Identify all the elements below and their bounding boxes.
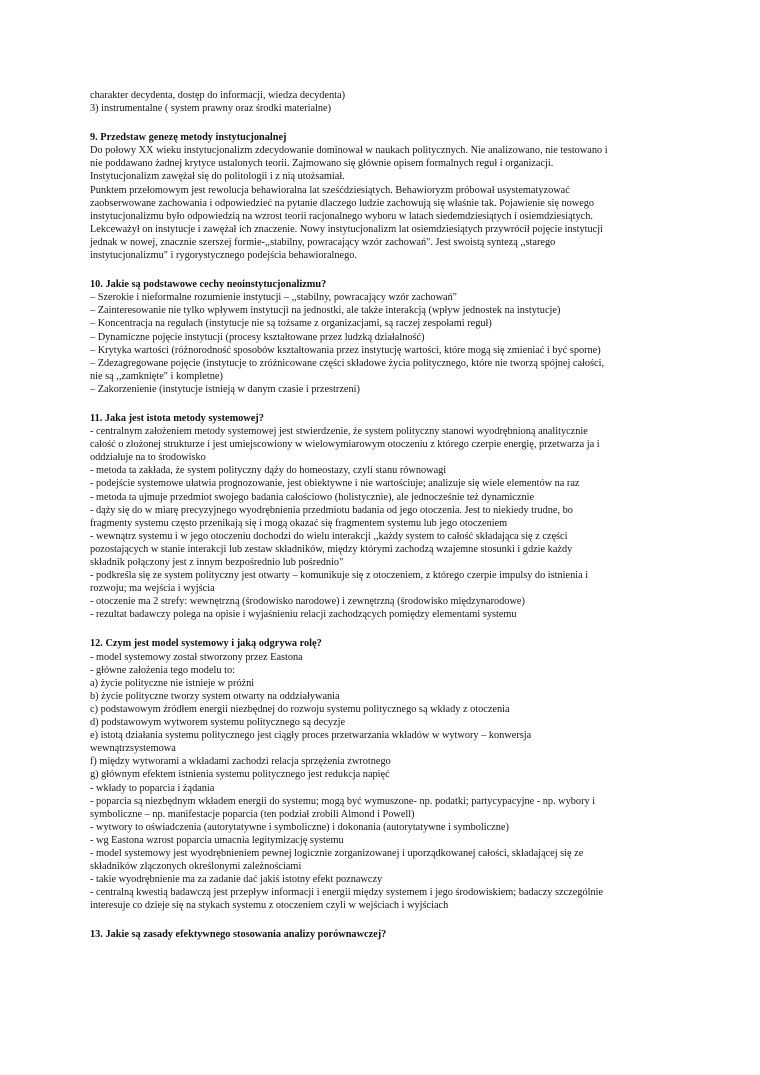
answer-line: - model systemowy został stworzony przez Eastona bbox=[90, 651, 303, 663]
question-heading: 11. Jaka jest istota metody systemowej? bbox=[90, 412, 264, 424]
answer-line: c) podstawowym źródłem energii niezbędnej do rozwoju systemu politycznego są wkłady z otoczenia bbox=[90, 703, 510, 715]
question-section bbox=[90, 412, 672, 622]
answer-line: oddziałuje na to środowisko bbox=[90, 452, 206, 464]
answer-line: interesuje co dzieje się na stykach systemu z otoczeniem czyli w wejściach i wyjściach bbox=[90, 900, 449, 912]
question-section bbox=[90, 131, 672, 262]
answer-line: rozwoju; ma wejścia i wyjścia bbox=[90, 583, 215, 595]
answer-line: e) istotą działania systemu politycznego jest ciągły proces przetwarzania wkładów w wytwory – konwersja bbox=[90, 730, 532, 742]
question-section bbox=[90, 278, 672, 396]
answer-line: - wg Eastona wzrost poparcia umacnia legitymizację systemu bbox=[90, 834, 344, 846]
answer-line: składników złączonych określonymi zależnościami bbox=[90, 861, 302, 873]
answer-line: nie poddawano żadnej krytyce ustalonych teorii. Zajmowano się głównie opisem formalnych reguł i organizacji. bbox=[90, 158, 554, 170]
question-heading: 10. Jakie są podstawowe cechy neoinstytucjonalizmu? bbox=[90, 279, 327, 291]
text-line: charakter decydenta, dostęp do informacji, wiedza decydenta) bbox=[90, 90, 346, 101]
answer-line: - wewnątrz systemu i w jego otoczeniu dochodzi do wielu interakcji ,,każdy system to całość składająca się z części bbox=[90, 530, 568, 542]
answer-line: fragmenty systemu często przenikają się i mogą okazać się fragmentem systemu lub jego otoczeniem bbox=[90, 517, 508, 529]
section-spacer bbox=[90, 262, 672, 278]
answer-line: jednak w nowej, znacznie szerszej formie-,,stabilny, powracający wzór zachowań". Jest swoistą syntezą ,,starego bbox=[90, 236, 556, 248]
answer-line: b) życie polityczne tworzy system otwarty na oddziaływania bbox=[90, 690, 340, 702]
answer-line: - centralnym założeniem metody systemowej jest stwierdzenie, że system polityczny stanowi wyodrębnioną analitycznie bbox=[90, 426, 588, 438]
answer-line: – Dynamiczne pojęcie instytucji (procesy kształtowane przez ludzką działalność) bbox=[90, 331, 425, 343]
answer-line: – Zainteresowanie nie tylko wpływem instytucji na jednostki, ale także interakcją (wpływ jednostek na instytucje) bbox=[90, 305, 561, 317]
answer-line: całość o złożonej strukturze i jest umiejscowiony w wielowymiarowym otoczeniu z którego czerpie energię, przetwarza ja i bbox=[90, 439, 600, 451]
answer-line: - podejście systemowe ułatwia prognozowanie, jest obiektywne i nie wartościuje; analizuje się wiele elementów na raz bbox=[90, 478, 580, 490]
answer-line: zaobserwowane zachowania i odpowiedzieć na pytanie dlaczego ludzie zachowują się właśnie tak. Pojawienie się nowego bbox=[90, 197, 595, 209]
answer-line: - centralną kwestią badawczą jest przepływ informacji i energii między systemem i jego środowiskiem; badaczy szczególnie bbox=[90, 887, 604, 899]
section-spacer bbox=[90, 115, 672, 131]
question-section bbox=[90, 928, 672, 941]
question-heading: 9. Przedstaw genezę metody instytucjonalnej bbox=[90, 132, 287, 144]
answer-line: instytucjonalizmu" i rygorystycznego podejścia behawioralnego. bbox=[90, 250, 357, 262]
text-line: 3) instrumentalne ( system prawny oraz środki materialne) bbox=[90, 103, 332, 115]
answer-line: - wytwory to oświadczenia (autorytatywne i symboliczne) i dokonania (autorytatywne i symboliczne) bbox=[90, 821, 509, 833]
answer-line: Lekceważył on instytucje i zawężał ich znaczenie. Nowy instytucjonalizm lat osiemdziesiątych przywrócił pojęcie instytucji bbox=[90, 223, 603, 235]
answer-line: – Koncentracja na regułach (instytucje nie są tożsame z organizacjami, są raczej zespołami reguł) bbox=[90, 318, 492, 330]
question-section bbox=[90, 637, 672, 912]
answer-line: symboliczne – np. manifestacje poparcia (ten podział zrobili Almond i Powell) bbox=[90, 808, 415, 820]
question-heading: 13. Jakie są zasady efektywnego stosowania analizy porównawczej? bbox=[90, 929, 387, 941]
answer-line: nie są ,,zamknięte" i kompletne) bbox=[90, 370, 223, 382]
answer-line: - metoda ta zakłada, że system polityczny dąży do homeostazy, czyli stanu równowagi bbox=[90, 465, 447, 477]
answer-line: Instytucjonalizm zawężał się do politologii i z nią utożsamiał. bbox=[90, 171, 345, 183]
section-spacer bbox=[90, 912, 672, 928]
answer-line: instytucjonalizmu było odpowiedzią na wzrost teorii racjonalnego wyboru w latach siedemdziesiątych i osiemdziesiątych. bbox=[90, 210, 593, 222]
answer-line: – Szerokie i nieformalne rozumienie instytucji – ,,stabilny, powracający wzór zachowań" bbox=[90, 292, 457, 304]
intro-block bbox=[90, 89, 672, 115]
answer-line: - model systemowy jest wyodrębnieniem pewnej logicznie zorganizowanej i uporządkowanej całości, składającej się ze bbox=[90, 847, 584, 859]
question-heading: 12. Czym jest model systemowy i jaką odgrywa rolę? bbox=[90, 638, 322, 650]
answer-line: d) podstawowym wytworem systemu politycznego są decyzje bbox=[90, 717, 346, 729]
answer-line: – Zdezagregowane pojęcie (instytucje to zróżnicowane części składowe życia politycznego, które nie tworzą spójnej całości, bbox=[90, 357, 605, 369]
answer-line: wewnątrzsystemowa bbox=[90, 743, 176, 755]
answer-line: pozostających w stanie interakcji lub zestaw składników, między którymi zachodzą wzajemne stosunki i gdzie każdy bbox=[90, 543, 573, 555]
answer-line: f) między wytworami a wkładami zachodzi relacja sprzężenia zwrotnego bbox=[90, 756, 391, 768]
document-body bbox=[90, 89, 672, 942]
answer-line: - otoczenie ma 2 strefy: wewnętrzną (środowisko narodowe) i zewnętrzną (środowisko międzynarodowe) bbox=[90, 596, 525, 608]
answer-line: - metoda ta ujmuje przedmiot swojego badania całościowo (holistycznie), ale jednocześnie też dynamicznie bbox=[90, 491, 535, 503]
answer-line: – Krytyka wartości (różnorodność sposobów kształtowania przez instytucję wartości, które mogą się zmieniać i być sporne) bbox=[90, 344, 601, 356]
answer-line: - podkreśla się ze system polityczny jest otwarty – komunikuje się z otoczeniem, z którego czerpie impulsy do istnienia i bbox=[90, 570, 589, 582]
answer-line: - poparcia są niezbędnym wkładem energii do systemu; mogą być wymuszone- np. podatki; partycypacyjne - np. wybory i bbox=[90, 795, 596, 807]
answer-line: – Zakorzenienie (instytucje istnieją w danym czasie i przestrzeni) bbox=[90, 383, 360, 395]
section-spacer bbox=[90, 621, 672, 637]
answer-line: - takie wyodrębnienie ma za zadanie dać jakiś istotny efekt poznawczy bbox=[90, 874, 383, 886]
answer-line: g) głównym efektem istnienia systemu politycznego jest redukcja napięć bbox=[90, 769, 390, 781]
answer-line: Punktem przełomowym jest rewolucja behawioralna lat sześćdziesiątych. Behawioryzm próbował usystematyzować bbox=[90, 184, 570, 196]
answer-line: - rezultat badawczy polega na opisie i wyjaśnieniu relacji zachodzących pomiędzy elementami systemu bbox=[90, 609, 517, 621]
answer-line: - dąży się do w miarę precyzyjnego wyodrębnienia przedmiotu badania od jego otoczenia. Jest to niekiedy trudne, bo bbox=[90, 504, 573, 516]
section-spacer bbox=[90, 396, 672, 412]
answer-line: składnik połączony jest z innym bezpośrednio lub pośrednio" bbox=[90, 557, 344, 568]
answer-line: a) życie polityczne nie istnieje w próżni bbox=[90, 677, 255, 689]
answer-line: Do połowy XX wieku instytucjonalizm zdecydowanie dominował w naukach politycznych. Nie analizowano, nie testowano i bbox=[90, 145, 608, 157]
answer-line: - główne założenia tego modelu to: bbox=[90, 664, 235, 676]
answer-line: - wkłady to poparcia i żądania bbox=[90, 782, 215, 794]
